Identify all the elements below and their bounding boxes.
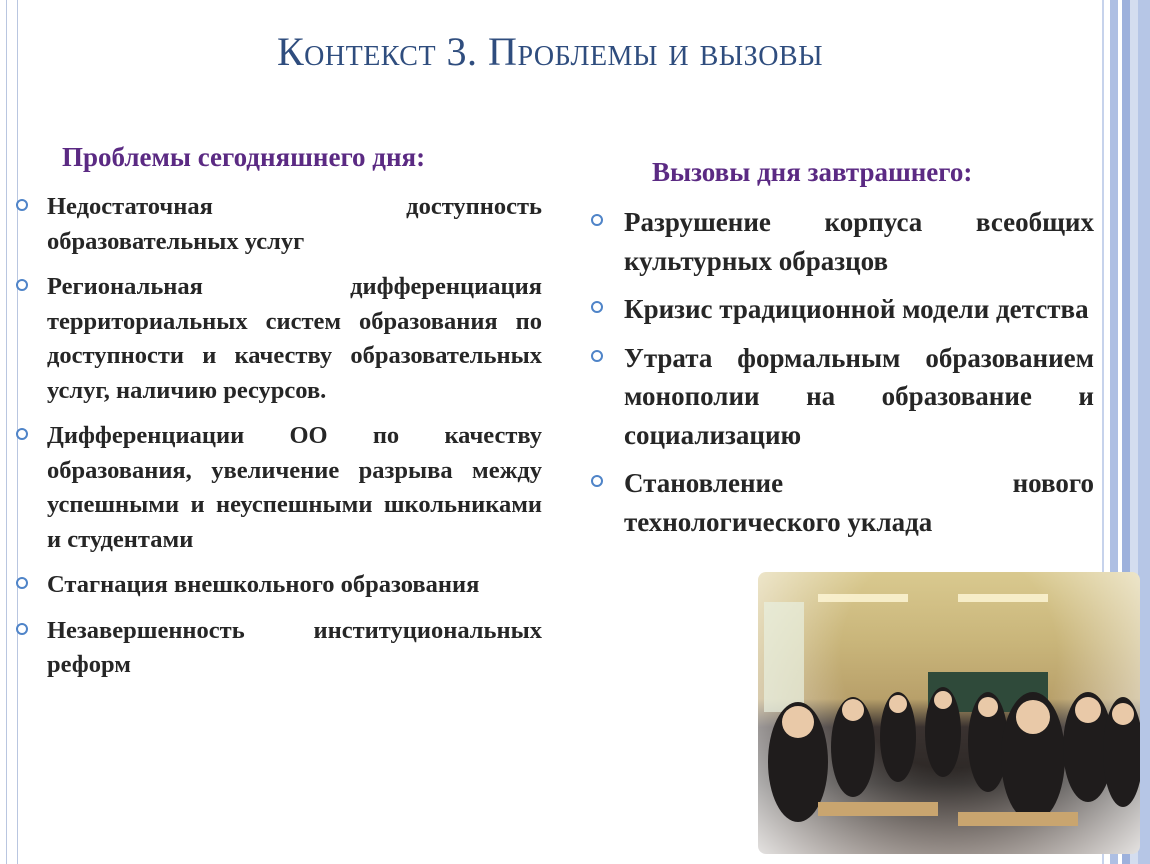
list-item-text: Незавершенность институциональных реформ xyxy=(47,616,542,678)
list-item xyxy=(16,270,542,408)
challenges-heading: Вызовы дня завтрашнего: xyxy=(652,157,973,187)
list-item-text: Дифференциации ОО по качеству образования, увеличение разрыва между успешными и неуспешными школьниками и студентами xyxy=(47,422,542,553)
bullet-icon xyxy=(16,623,28,635)
list-item xyxy=(588,290,1094,329)
bullet-icon xyxy=(591,301,603,313)
problems-list xyxy=(16,190,542,694)
slide-title: Контекст 3. Проблемы и вызовы xyxy=(276,29,824,74)
list-item xyxy=(16,614,542,683)
list-item-text: Стагнация внешкольного образования xyxy=(47,571,480,598)
classroom-photo-icon xyxy=(758,572,1140,854)
bullet-icon xyxy=(16,428,28,440)
list-item-text: Становление нового технологического уклада xyxy=(624,468,1094,537)
list-item xyxy=(16,568,542,603)
problems-heading: Проблемы сегодняшнего дня: xyxy=(62,142,426,172)
list-item xyxy=(588,464,1094,541)
list-item xyxy=(588,203,1094,280)
list-item-text: Утрата формальным образованием монополии на образование и социализацию xyxy=(624,342,1094,450)
bullet-icon xyxy=(16,279,28,291)
bullet-icon xyxy=(16,577,28,589)
list-item-text: Недостаточная доступность образовательных услуг xyxy=(47,193,542,255)
bullet-icon xyxy=(591,350,603,362)
list-item xyxy=(16,419,542,557)
list-item-text: Кризис традиционной модели детства xyxy=(624,294,1089,324)
challenges-list xyxy=(588,203,1094,551)
bullet-icon xyxy=(16,199,28,211)
bullet-icon xyxy=(591,214,603,226)
bullet-icon xyxy=(591,475,603,487)
list-item xyxy=(16,190,542,259)
list-item xyxy=(588,339,1094,455)
classroom-photo xyxy=(758,572,1140,854)
list-item-text: Разрушение корпуса всеобщих культурных образцов xyxy=(624,207,1094,276)
list-item-text: Региональная дифференциация территориальных систем образования по доступности и качеству образовательных услуг, наличию ресурсов. xyxy=(47,273,542,404)
